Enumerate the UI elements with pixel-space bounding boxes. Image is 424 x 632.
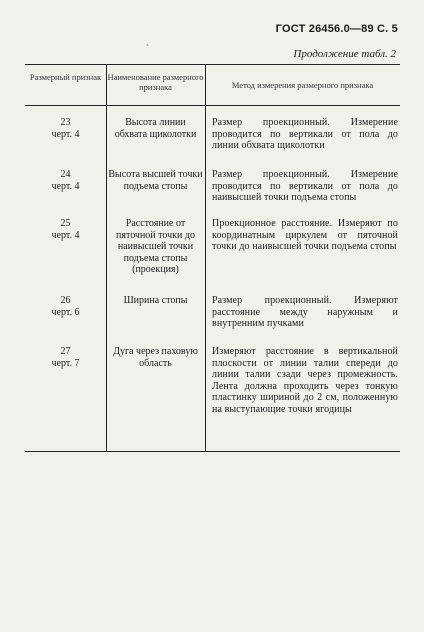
row-figure: черт. 4 bbox=[51, 129, 80, 140]
row-feature-name: Ширина стопы bbox=[123, 295, 188, 306]
column-header-method: Метод измерения размерного признака bbox=[231, 80, 374, 90]
row-method: Размер проекционный. Измеряют расстояние между наружным и внутренним пучками bbox=[212, 295, 398, 329]
table-header-rule bbox=[25, 105, 400, 106]
print-speck: ˋ bbox=[146, 44, 150, 55]
row-number: 24 bbox=[60, 169, 71, 180]
row-method: Размер проекционный. Измерение проводится по вертикали от пола до наивысшей точки подъема стопы bbox=[212, 169, 398, 203]
row-number: 23 bbox=[60, 117, 71, 128]
row-method: Размер проекционный. Измерение проводится по вертикали от пола до линии обхвата щиколотки bbox=[212, 117, 398, 151]
table-top-rule bbox=[25, 64, 400, 65]
row-feature-name: Высота высшей точки подъема стопы bbox=[108, 169, 203, 192]
row-number: 27 bbox=[60, 346, 71, 357]
row-number: 26 bbox=[60, 295, 71, 306]
row-method: Измеряют расстояние в вертикальной плоскости от линии талии спереди до линии талии сзади через промежность. Лента должна проходить через тонкую пластинку шириной до 2 см, положенную на выступающие точки ягодицы bbox=[212, 346, 398, 415]
table-bottom-rule bbox=[25, 451, 400, 452]
row-figure: черт. 6 bbox=[51, 307, 80, 318]
row-feature-name: Высота линии обхвата щиколотки bbox=[114, 117, 197, 140]
row-feature-name: Расстояние от пяточной точки до наивысшей точки подъема стопы (проекция) bbox=[116, 218, 195, 275]
row-number: 25 bbox=[60, 218, 71, 229]
column-divider-2 bbox=[205, 64, 206, 451]
table-continuation-label: Продолжение табл. 2 bbox=[293, 48, 396, 60]
column-divider-1 bbox=[106, 64, 107, 451]
row-method: Проекционное расстояние. Измеряют по координатным циркулем от пяточной точки до наивысшей точки подъема стопы bbox=[212, 218, 398, 252]
row-figure: черт. 4 bbox=[51, 181, 80, 192]
page-header: ГОСТ 26456.0—89 С. 5 bbox=[275, 23, 398, 35]
row-feature-name: Дуга через паховую область bbox=[113, 346, 198, 369]
column-header-feature: Размерный признак bbox=[29, 72, 102, 82]
row-figure: черт. 7 bbox=[51, 358, 80, 369]
row-figure: черт. 4 bbox=[51, 230, 80, 241]
column-header-name: Наименование размерного признака bbox=[107, 72, 204, 92]
